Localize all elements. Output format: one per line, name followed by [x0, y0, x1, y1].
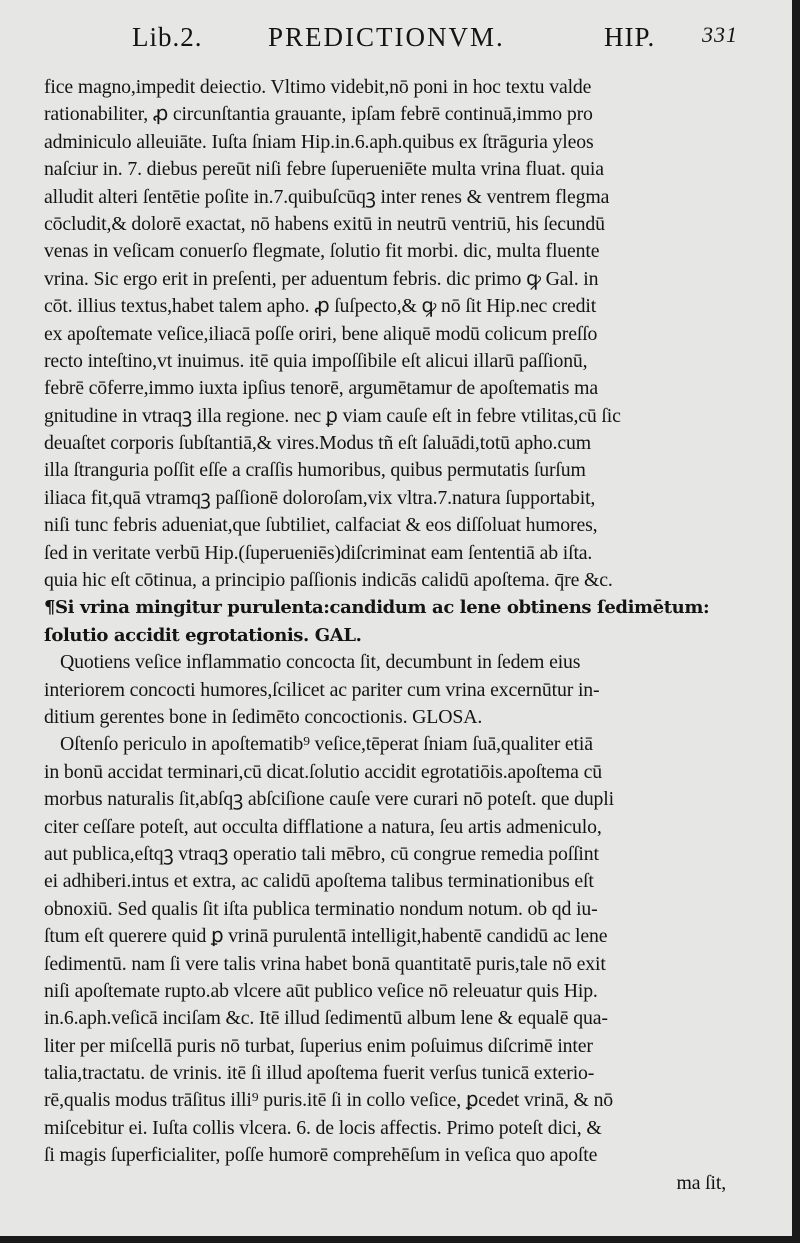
text-line: alludit alteri ſentētie poſite in.7.quibuſcūqꝫ inter renes & ventrem flegma	[44, 185, 610, 208]
text-line: niſi tunc febris adueniat,que ſubtiliet, calfaciat & eos diſſoluat humores,	[44, 514, 598, 537]
text-line: niſi apoſtemate rupto.ab vlcere aūt publico veſice nō releuatur quis Hip.	[44, 979, 598, 1002]
text-line: ſolutio accidit egrotationis. GAL.	[44, 624, 362, 646]
folio-number: 331	[702, 22, 738, 47]
text-line: miſcebitur ei. Iuſta collis vlcera. 6. de locis affectis. Primo poteſt dici, &	[44, 1116, 602, 1139]
running-title: PREDICTIONVM.	[268, 22, 505, 52]
text-line: gnitudine in vtraqꝫ illa regione. nec ꝑ viam cauſe eſt in febre vtilitas,cū ſic	[44, 404, 621, 427]
text-line: talia,tractatu. de vrinis. itē ſi illud apoſtema fuerit verſus tunicā exterio-	[44, 1062, 595, 1085]
author-abbreviation: HIP.	[604, 22, 656, 52]
text-line: ſedimentū. nam ſi vere talis vrina habet bonā quantitatē puris,tale nō exit	[44, 952, 606, 975]
text-line: interiorem concocti humores,ſcilicet ac pariter cum vrina excernūtur in-	[44, 678, 600, 701]
text-line: venas in veſicam conuerſo flegmate, ſolutio fit morbi. dic, multa fluente	[44, 240, 600, 263]
text-line: morbus naturalis ſit,abſqꝫ abſciſione cauſe vere curari nō poteſt. que dupli	[44, 788, 614, 811]
text-line: recto inteſtino,vt inuimus. itē quia impoſſibile eſt alicui illarū paſſionū,	[44, 349, 588, 372]
text-line: ſed in veritate verbū Hip.(ſuperueniēs)diſcriminat eam ſententiā ab iſta.	[44, 541, 593, 564]
text-line: cōcludit,& dolorē exactat, nō habens exitū in neutrū ventriū, his ſecundū	[44, 212, 605, 235]
text-line: illa ſtranguria poſſit eſſe a craſſis humoribus, quibus permutatis ſurſum	[44, 459, 586, 482]
text-line: in bonū accidat terminari,cū dicat.ſolutio accidit egrotatiōis.apoſtema cū	[44, 760, 602, 783]
main-text-block	[44, 74, 732, 1197]
text-line: liter per miſcellā puris nō turbat, ſuperius enim poſuimus diſcrimē inter	[44, 1034, 593, 1057]
text-line: Quotiens veſice inflammatio concocta ſit, decumbunt in ſedem eius	[60, 651, 581, 674]
text-line: Oſtenſo periculo in apoſtematib⁹ veſice,tēperat ſniam ſuā,qualiter etiā	[60, 733, 593, 756]
text-line: ditium gerentes bone in ſedimēto concoctionis. GLOSA.	[44, 705, 483, 728]
text-line: ei adhiberi.intus et extra, ac calidū apoſtema talibus terminationibus eſt	[44, 870, 594, 893]
text-line: cōt. illius textus,habet talem apho. ꝓ ſuſpecto,& ꝙ nō ſit Hip.nec credit	[44, 295, 597, 318]
text-line: fice magno,impedit deiectio. Vltimo videbit,nō poni in hoc textu valde	[44, 76, 592, 98]
text-line: aut publica,eſtqꝫ vtraqꝫ operatio tali mēbro, cū congrue remedia poſſint	[44, 842, 599, 865]
commentary-paragraph	[44, 74, 732, 594]
text-line: rationabiliter, ꝓ circunſtantia grauante, ipſam febrē continuā,immo pro	[44, 103, 593, 126]
text-line: in.6.aph.veſicā inciſam &c. Itē illud ſedimentū album lene & equalē qua-	[44, 1007, 608, 1030]
text-line: naſciur in. 7. diebus pereūt niſi febre ſuperueniēte multa vrina fluat. quia	[44, 158, 604, 181]
text-line: ſi magis ſuperficialiter, poſſe humorē comprehēſum in veſica quo apoſte	[44, 1144, 598, 1167]
text-line: obnoxiū. Sed qualis ſit iſta publica terminatio nondum notum. ob qd iu-	[44, 897, 598, 920]
text-line: citer ceſſare poteſt, aut occulta difflatione a natura, ſeu artis admeniculo,	[44, 815, 602, 838]
catchword: ma ſit,	[676, 1171, 726, 1194]
text-line: iliaca fit,quā vtramqꝫ paſſionē doloroſam,vix vltra.7.natura ſupportabit,	[44, 486, 596, 509]
text-line: ſtum eſt querere quid ꝑ vrinā purulentā intelligit,habentē candidū ac lene	[44, 925, 608, 948]
text-line: ex apoſtemate veſice,iliacā poſſe oriri, bene aliquē modū colicum preſſo	[44, 322, 598, 345]
text-line: ¶Si vrina mingitur purulenta:candidum ac lene obtinens ſedimētum:	[44, 597, 710, 619]
text-line: rē,qualis modus trāſitus illi⁹ puris.itē ſi in collo veſice, ꝑcedet vrinā, & nō	[44, 1089, 614, 1112]
book-number: Lib.2.	[132, 22, 203, 52]
glosa-paragraph	[44, 731, 732, 1169]
text-line: quia hic eſt cōtinua, a principio paſſionis indicās calidū apoſtema. q̄re &c.	[44, 569, 613, 592]
running-header	[0, 22, 792, 62]
text-line: vrina. Sic ergo erit in preſenti, per aduentum febris. dic primo ꝙ Gal. in	[44, 267, 599, 290]
aphorism-paragraph	[44, 594, 732, 649]
galen-paragraph	[44, 649, 732, 731]
text-line: adminiculo alleuiāte. Iuſta ſniam Hip.in.6.aph.quibus ex ſtrāguria yleos	[44, 130, 594, 153]
text-line: febrē cōferre,immo iuxta ipſius tenorē, argumētamur de apoſtematis ma	[44, 377, 598, 400]
text-line: deuaſtet corporis ſubſtantiā,& vires.Modus tñ eſt ſaluādi,totū apho.cum	[44, 432, 591, 455]
